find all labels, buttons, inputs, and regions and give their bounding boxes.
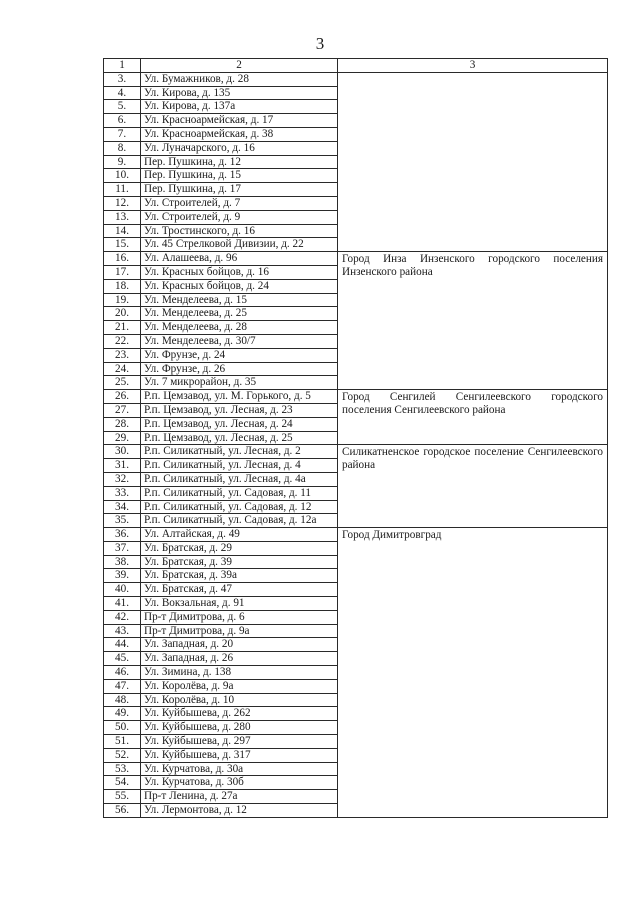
row-address: Ул. 7 микрорайон, д. 35: [141, 376, 338, 390]
row-address: Ул. Королёва, д. 10: [141, 693, 338, 707]
row-number: 54.: [104, 776, 141, 790]
row-number: 35.: [104, 514, 141, 528]
row-number: 24.: [104, 362, 141, 376]
row-number: 22.: [104, 334, 141, 348]
row-address: Ул. Кирова, д. 137а: [141, 100, 338, 114]
row-number: 56.: [104, 804, 141, 818]
row-number: 10.: [104, 169, 141, 183]
row-number: 29.: [104, 431, 141, 445]
row-number: 49.: [104, 707, 141, 721]
row-number: 16.: [104, 252, 141, 266]
row-number: 14.: [104, 224, 141, 238]
table-row: [104, 252, 608, 266]
row-number: 25.: [104, 376, 141, 390]
row-address: Ул. Куйбышева, д. 297: [141, 735, 338, 749]
row-number: 37.: [104, 541, 141, 555]
row-address: Ул. Красных бойцов, д. 16: [141, 265, 338, 279]
row-address: Ул. Западная, д. 26: [141, 652, 338, 666]
row-number: 53.: [104, 762, 141, 776]
row-address: Ул. Куйбышева, д. 317: [141, 748, 338, 762]
row-address: Ул. Куйбышева, д. 262: [141, 707, 338, 721]
row-address: Ул. Алтайская, д. 49: [141, 528, 338, 542]
row-number: 26.: [104, 390, 141, 404]
header-col-1: 1: [104, 59, 141, 73]
table-row: [104, 445, 608, 459]
row-number: 17.: [104, 265, 141, 279]
row-number: 31.: [104, 459, 141, 473]
row-number: 41.: [104, 597, 141, 611]
row-number: 13.: [104, 210, 141, 224]
row-address: Ул. Красных бойцов, д. 24: [141, 279, 338, 293]
row-number: 34.: [104, 500, 141, 514]
row-address: Ул. Красноармейская, д. 17: [141, 114, 338, 128]
row-address: Ул. Фрунзе, д. 26: [141, 362, 338, 376]
row-address: Ул. Менделеева, д. 15: [141, 293, 338, 307]
row-address: Ул. Менделеева, д. 30/7: [141, 334, 338, 348]
row-number: 55.: [104, 790, 141, 804]
region-cell: Силикатненское городское поселение Сенгилеевского района: [338, 445, 608, 528]
page-number: 3: [315, 34, 325, 53]
row-address: Пр-т Димитрова, д. 9а: [141, 624, 338, 638]
row-number: 15.: [104, 238, 141, 252]
row-address: Ул. Лермонтова, д. 12: [141, 804, 338, 818]
row-address: Ул. Братская, д. 39: [141, 555, 338, 569]
row-number: 27.: [104, 403, 141, 417]
row-number: 11.: [104, 183, 141, 197]
row-address: Ул. Менделеева, д. 28: [141, 321, 338, 335]
row-number: 48.: [104, 693, 141, 707]
header-col-2: 2: [141, 59, 338, 73]
address-table: [103, 58, 608, 818]
row-address: Р.п. Силикатный, ул. Садовая, д. 12а: [141, 514, 338, 528]
row-number: 8.: [104, 141, 141, 155]
table-row: [104, 72, 608, 86]
row-number: 45.: [104, 652, 141, 666]
row-number: 50.: [104, 721, 141, 735]
row-address: Ул. Курчатова, д. 30б: [141, 776, 338, 790]
row-number: 40.: [104, 583, 141, 597]
row-address: Ул. Бумажников, д. 28: [141, 72, 338, 86]
row-number: 39.: [104, 569, 141, 583]
row-address: Р.п. Цемзавод, ул. Лесная, д. 25: [141, 431, 338, 445]
row-address: Ул. Луначарского, д. 16: [141, 141, 338, 155]
row-number: 4.: [104, 86, 141, 100]
row-address: Р.п. Силикатный, ул. Садовая, д. 12: [141, 500, 338, 514]
row-address: Р.п. Цемзавод, ул. Лесная, д. 24: [141, 417, 338, 431]
row-number: 7.: [104, 127, 141, 141]
row-number: 46.: [104, 666, 141, 680]
row-address: Ул. Братская, д. 39а: [141, 569, 338, 583]
row-address: Р.п. Силикатный, ул. Лесная, д. 2: [141, 445, 338, 459]
row-address: Ул. Строителей, д. 9: [141, 210, 338, 224]
row-address: Ул. Менделеева, д. 25: [141, 307, 338, 321]
row-address: Ул. Зимина, д. 138: [141, 666, 338, 680]
row-address: Ул. Алашеева, д. 96: [141, 252, 338, 266]
row-number: 9.: [104, 155, 141, 169]
row-address: Ул. Курчатова, д. 30а: [141, 762, 338, 776]
row-address: Пер. Пушкина, д. 15: [141, 169, 338, 183]
table-header-row: [104, 59, 608, 73]
row-address: Пр-т Димитрова, д. 6: [141, 610, 338, 624]
row-number: 19.: [104, 293, 141, 307]
row-address: Ул. Куйбышева, д. 280: [141, 721, 338, 735]
region-cell: Город Димитровград: [338, 528, 608, 818]
row-number: 6.: [104, 114, 141, 128]
table-row: [104, 390, 608, 404]
region-cell: [338, 72, 608, 251]
row-number: 52.: [104, 748, 141, 762]
row-address: Р.п. Цемзавод, ул. М. Горького, д. 5: [141, 390, 338, 404]
row-number: 20.: [104, 307, 141, 321]
row-number: 42.: [104, 610, 141, 624]
row-address: Пр-т Ленина, д. 27а: [141, 790, 338, 804]
row-number: 23.: [104, 348, 141, 362]
header-col-3: 3: [338, 59, 608, 73]
row-number: 5.: [104, 100, 141, 114]
row-address: Пер. Пушкина, д. 17: [141, 183, 338, 197]
row-number: 33.: [104, 486, 141, 500]
row-number: 12.: [104, 196, 141, 210]
row-address: Р.п. Цемзавод, ул. Лесная, д. 23: [141, 403, 338, 417]
row-number: 3.: [104, 72, 141, 86]
row-number: 21.: [104, 321, 141, 335]
row-number: 44.: [104, 638, 141, 652]
row-address: Ул. Кирова, д. 135: [141, 86, 338, 100]
row-address: Ул. 45 Стрелковой Дивизии, д. 22: [141, 238, 338, 252]
row-address: Ул. Строителей, д. 7: [141, 196, 338, 210]
region-cell: Город Сенгилей Сенгилеевского городского поселения Сенгилеевского района: [338, 390, 608, 445]
row-address: Ул. Королёва, д. 9а: [141, 679, 338, 693]
row-number: 51.: [104, 735, 141, 749]
row-address: Ул. Фрунзе, д. 24: [141, 348, 338, 362]
row-address: Ул. Тростинского, д. 16: [141, 224, 338, 238]
row-number: 43.: [104, 624, 141, 638]
row-number: 30.: [104, 445, 141, 459]
row-address: Ул. Вокзальная, д. 91: [141, 597, 338, 611]
row-number: 32.: [104, 472, 141, 486]
row-address: Р.п. Силикатный, ул. Лесная, д. 4а: [141, 472, 338, 486]
row-address: Ул. Западная, д. 20: [141, 638, 338, 652]
region-cell: Город Инза Инзенского городского поселения Инзенского района: [338, 252, 608, 390]
row-number: 18.: [104, 279, 141, 293]
row-address: Пер. Пушкина, д. 12: [141, 155, 338, 169]
row-number: 28.: [104, 417, 141, 431]
row-number: 47.: [104, 679, 141, 693]
row-address: Р.п. Силикатный, ул. Лесная, д. 4: [141, 459, 338, 473]
row-address: Р.п. Силикатный, ул. Садовая, д. 11: [141, 486, 338, 500]
row-number: 36.: [104, 528, 141, 542]
row-number: 38.: [104, 555, 141, 569]
row-address: Ул. Красноармейская, д. 38: [141, 127, 338, 141]
table-row: [104, 528, 608, 542]
row-address: Ул. Братская, д. 29: [141, 541, 338, 555]
row-address: Ул. Братская, д. 47: [141, 583, 338, 597]
